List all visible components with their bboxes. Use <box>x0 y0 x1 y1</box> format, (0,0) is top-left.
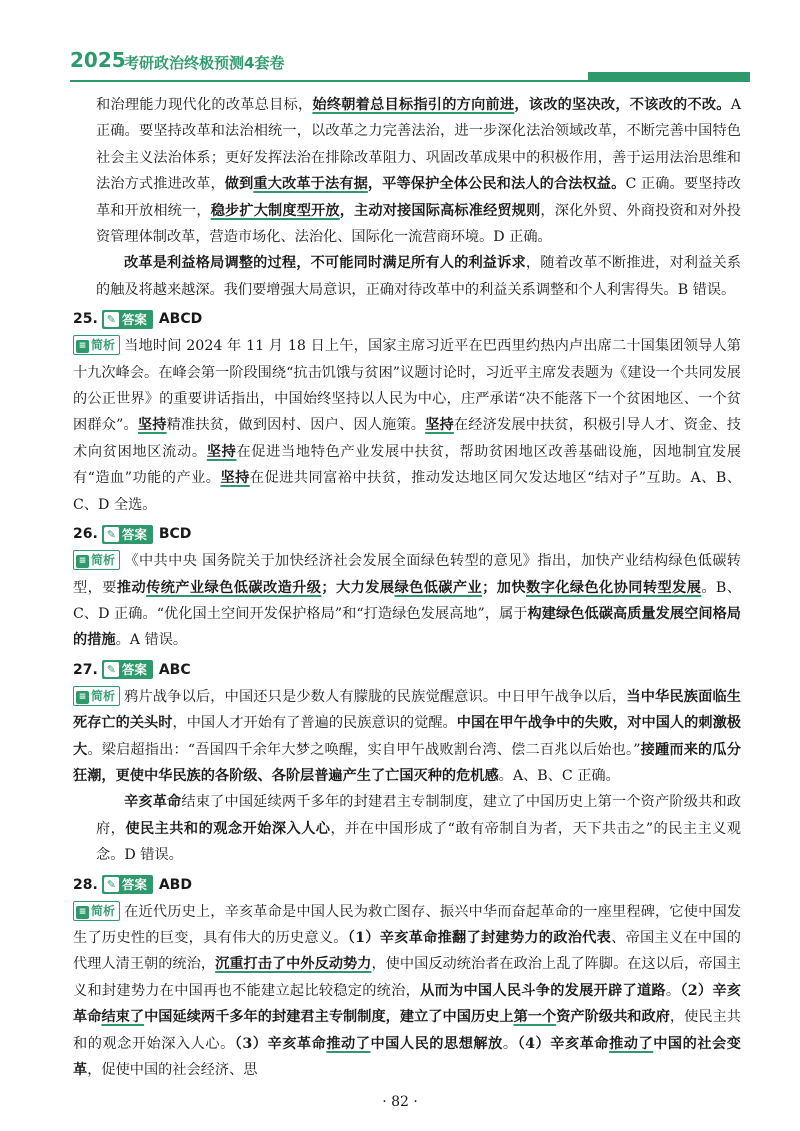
emphasis-text: ，该改的坚决改，不该改的不改。 <box>514 97 731 113</box>
emphasis-text: 使民主共和的观念开始深入人心 <box>125 820 331 837</box>
emphasis-text: 数字化绿色化协同转型发展 <box>525 579 702 596</box>
question-number: 28. <box>73 876 98 893</box>
analysis-paragraph <box>96 789 741 868</box>
body-text: 。 <box>502 1035 518 1052</box>
answer-value: ABCD <box>158 311 203 328</box>
emphasis-text: 始终朝着总目标指引的方向前进 <box>312 97 515 113</box>
question-number: 25. <box>73 311 98 328</box>
emphasis-text: 传统产业绿色低碳改造升级 <box>146 579 322 596</box>
body-text: C 正确。要坚持改革和开放相统一， <box>96 176 741 219</box>
body-text: 在经济发展中扶贫，积极引导人才、资金、技术向贫困地区流动。 <box>73 417 741 460</box>
answer-value: ABD <box>158 876 192 893</box>
pencil-icon: ✎ <box>104 527 119 542</box>
emphasis-text: 坚持 <box>425 417 454 434</box>
emphasis-text: ；加快 <box>482 579 526 596</box>
question-number: 26. <box>73 526 98 543</box>
analysis-paragraph <box>73 333 741 518</box>
emphasis-text: 做到 <box>224 176 254 193</box>
emphasis-text: 稳步扩大制度型开放 <box>210 202 340 219</box>
page-header <box>0 0 800 90</box>
pencil-icon: ✎ <box>104 662 119 677</box>
analysis-label: 简析 <box>91 903 116 918</box>
emphasis-text: 重大改革于法有据 <box>253 176 368 193</box>
emphasis-text: ，平等保护全体公民和法人的合法权益。 <box>367 176 626 193</box>
body-text: ，随着改革不断推进，对利益关系的触及将越来越深。我们要增强大局意识，正确对待改革中的利益关系调整和个人利害得失。B 错误。 <box>96 255 741 298</box>
intro-paragraph-1 <box>96 92 741 250</box>
header-title: 考研政治终极预测4套卷 <box>124 54 285 72</box>
body-text: 。A 错误。 <box>115 632 188 649</box>
emphasis-text: 辛亥革命 <box>124 794 182 811</box>
page-number: · 82 · <box>382 1094 418 1110</box>
emphasis-text: 中国延续两千多年的封建君主专制制度，建立了中国历史上 <box>144 1009 514 1026</box>
emphasis-text: ；大力发展 <box>321 579 395 596</box>
question-number: 27. <box>73 661 98 678</box>
emphasis-text: 第一个 <box>513 1009 557 1026</box>
body-text: A 正确。要坚持改革和法治相统一，以改革之力完善法治，进一步深化法治领域改革，不断完善中国特色社会主义法治体系；更好发挥法治在排除改革阻力、巩固改革成果中的积极作用，善于运用法治思维和法治方式推进改革， <box>96 97 741 193</box>
answer-label: 答案 <box>121 877 147 893</box>
question-list <box>73 306 741 1083</box>
answer-badge <box>102 660 153 679</box>
emphasis-text: 从而为中国人民斗争的发展开辟了道路 <box>420 982 666 999</box>
emphasis-text: 坚持 <box>206 443 237 460</box>
emphasis-text: 绿色低碳产业 <box>394 579 483 596</box>
book-icon: ≡ <box>76 555 89 568</box>
answer-badge <box>102 310 153 329</box>
body-text: 结束了中国延续两千多年的封建君主专制制度，建立了中国历史上第一个资产阶级共和政府， <box>96 794 741 837</box>
question-header <box>73 657 741 684</box>
analysis-label: 简析 <box>91 553 116 568</box>
body-text: 在促进共同富裕中扶贫，推动发达地区同欠发达地区“结对子”互助。A、B、C、D 全选。 <box>73 470 741 513</box>
answer-label: 答案 <box>121 662 147 678</box>
emphasis-text: 坚持 <box>220 470 250 487</box>
body-text: ，使民主共和的观念开始深入人心。 <box>73 1009 741 1052</box>
body-text: 《中共中央 国务院关于加快经济社会发展全面绿色转型的意见》指出，加快产业结构绿色低碳转型，要 <box>73 553 741 596</box>
body-text: 当地时间 2024 年 11 月 18 日上午，国家主席习近平在巴西里约热内卢出席二十国集团领导人第十九次峰会。在峰会第一阶段围绕“抗击饥饿与贫困”议题讨论时，习近平主席发表题为《建设一个共同发展的公正世界》的重要讲话指出，中国始终坚持以人民为中心，庄严承诺“决不能落下一个贫困地区、一个贫困群众”。 <box>73 338 741 434</box>
emphasis-text: 沉重打击了中外反动势力 <box>215 956 372 973</box>
analysis-badge <box>73 901 120 921</box>
book-icon: ≡ <box>76 691 89 704</box>
emphasis-text: 接踵而来的瓜分狂潮，更使中华民族的各阶级、各阶层普遍产生了亡国灭种的危机感 <box>73 741 741 784</box>
body-text: ，并在中国形成了“敢有帝制自为者，天下共击之”的民主主义观念。D 错误。 <box>96 820 741 864</box>
analysis-paragraph <box>73 899 741 1084</box>
analysis-badge <box>73 550 120 570</box>
emphasis-text: （4）辛亥革命 <box>517 1035 610 1052</box>
body-text: 。梁启超指出：“吾国四千余年大梦之唤醒，实自甲午战败割台湾、偿二百兆以后始也。” <box>87 741 641 758</box>
answer-badge <box>102 875 153 894</box>
body-text: 。B、C、D 正确。“优化国土空间开发保护格局”和“打造绿色发展高地”，属于 <box>73 579 741 622</box>
answer-value: ABC <box>158 661 191 678</box>
emphasis-text: 中国人民的思想解放 <box>370 1035 503 1052</box>
body-text: 。 <box>665 982 681 999</box>
answer-label: 答案 <box>121 311 147 327</box>
emphasis-text: 资产阶级共和政府 <box>556 1009 670 1026</box>
question-header <box>73 306 741 333</box>
emphasis-text: 改革是利益格局调整的过程，不可能同时满足所有人的利益诉求 <box>124 255 526 272</box>
body-text: ，促使中国的社会经济、思 <box>87 1062 258 1078</box>
emphasis-text: 推动 <box>116 579 147 596</box>
analysis-badge <box>73 686 120 706</box>
body-text: 在促进当地特色产业发展中扶贫，帮助贫困地区改善基础设施，因地制宜发展有“造血”功能的产业。 <box>73 443 741 487</box>
body-text: ，中国人才开始有了普遍的民族意识的觉醒。 <box>172 715 457 732</box>
emphasis-text: （3）辛亥革命 <box>234 1035 327 1052</box>
book-icon: ≡ <box>76 340 89 353</box>
body-text: 和治理能力现代化的改革总目标， <box>96 97 313 113</box>
emphasis-text: 坚持 <box>137 417 167 434</box>
emphasis-text: 推动了 <box>326 1035 371 1052</box>
analysis-paragraph <box>73 684 741 790</box>
emphasis-text: （2）辛亥革命 <box>73 982 741 1026</box>
body-text: 在近代历史上，辛亥革命是中国人民为救亡图存、振兴中华而奋起革命的一座里程碑，它使中国发生了历史性的巨变，具有伟大的历史意义。 <box>73 903 741 946</box>
emphasis-text: 推动了 <box>609 1035 654 1052</box>
analysis-label: 简析 <box>91 338 116 353</box>
body-text: 。A、B、C 正确。 <box>498 767 620 784</box>
answer-label: 答案 <box>121 526 147 542</box>
emphasis-text: 结束了 <box>101 1009 145 1026</box>
pencil-icon: ✎ <box>104 312 119 327</box>
intro-paragraph-2 <box>96 250 741 303</box>
book-icon: ≡ <box>76 906 89 919</box>
emphasis-text: 当中华民族面临生死存亡的关头时 <box>73 688 741 732</box>
page-body <box>73 92 741 1083</box>
body-text: 、帝国主义在中国的代理人清王朝的统治， <box>73 929 741 973</box>
question-header <box>73 872 741 899</box>
emphasis-text: （1）辛亥革命推翻了封建势力的政治代表 <box>347 929 612 946</box>
emphasis-text: 中国的社会变革 <box>73 1035 741 1078</box>
body-text: ，深化外贸、外商投资和对外投资管理体制改革，营造市场化、法治化、国际化一流营商环境。D 正确。 <box>96 202 741 246</box>
body-text: 精准扶贫，做到因村、因户、因人施策。 <box>166 417 426 434</box>
body-text: ，使中国反动统治者在政治上乱了阵脚。在这以后，帝国主义和封建势力在中国再也不能建立起比较稳定的统治， <box>73 956 741 999</box>
answer-badge <box>102 525 153 544</box>
analysis-badge <box>73 335 120 355</box>
emphasis-text: 中国在甲午战争中的失败，对中国人的刺激极大 <box>73 715 741 758</box>
header-rule <box>70 80 750 82</box>
body-text: 鸦片战争以后，中国还只是少数人有朦胧的民族觉醒意识。中日甲午战争以后， <box>124 688 627 705</box>
header-year: 2025 <box>70 48 126 72</box>
question-header <box>73 521 741 548</box>
analysis-paragraph <box>73 548 741 654</box>
analysis-label: 简析 <box>91 688 116 703</box>
emphasis-text: 构建绿色低碳高质量发展空间格局的措施 <box>73 605 741 649</box>
answer-value: BCD <box>158 526 192 543</box>
emphasis-text: ，主动对接国际高标准经贸规则 <box>339 202 541 219</box>
pencil-icon: ✎ <box>104 877 119 892</box>
